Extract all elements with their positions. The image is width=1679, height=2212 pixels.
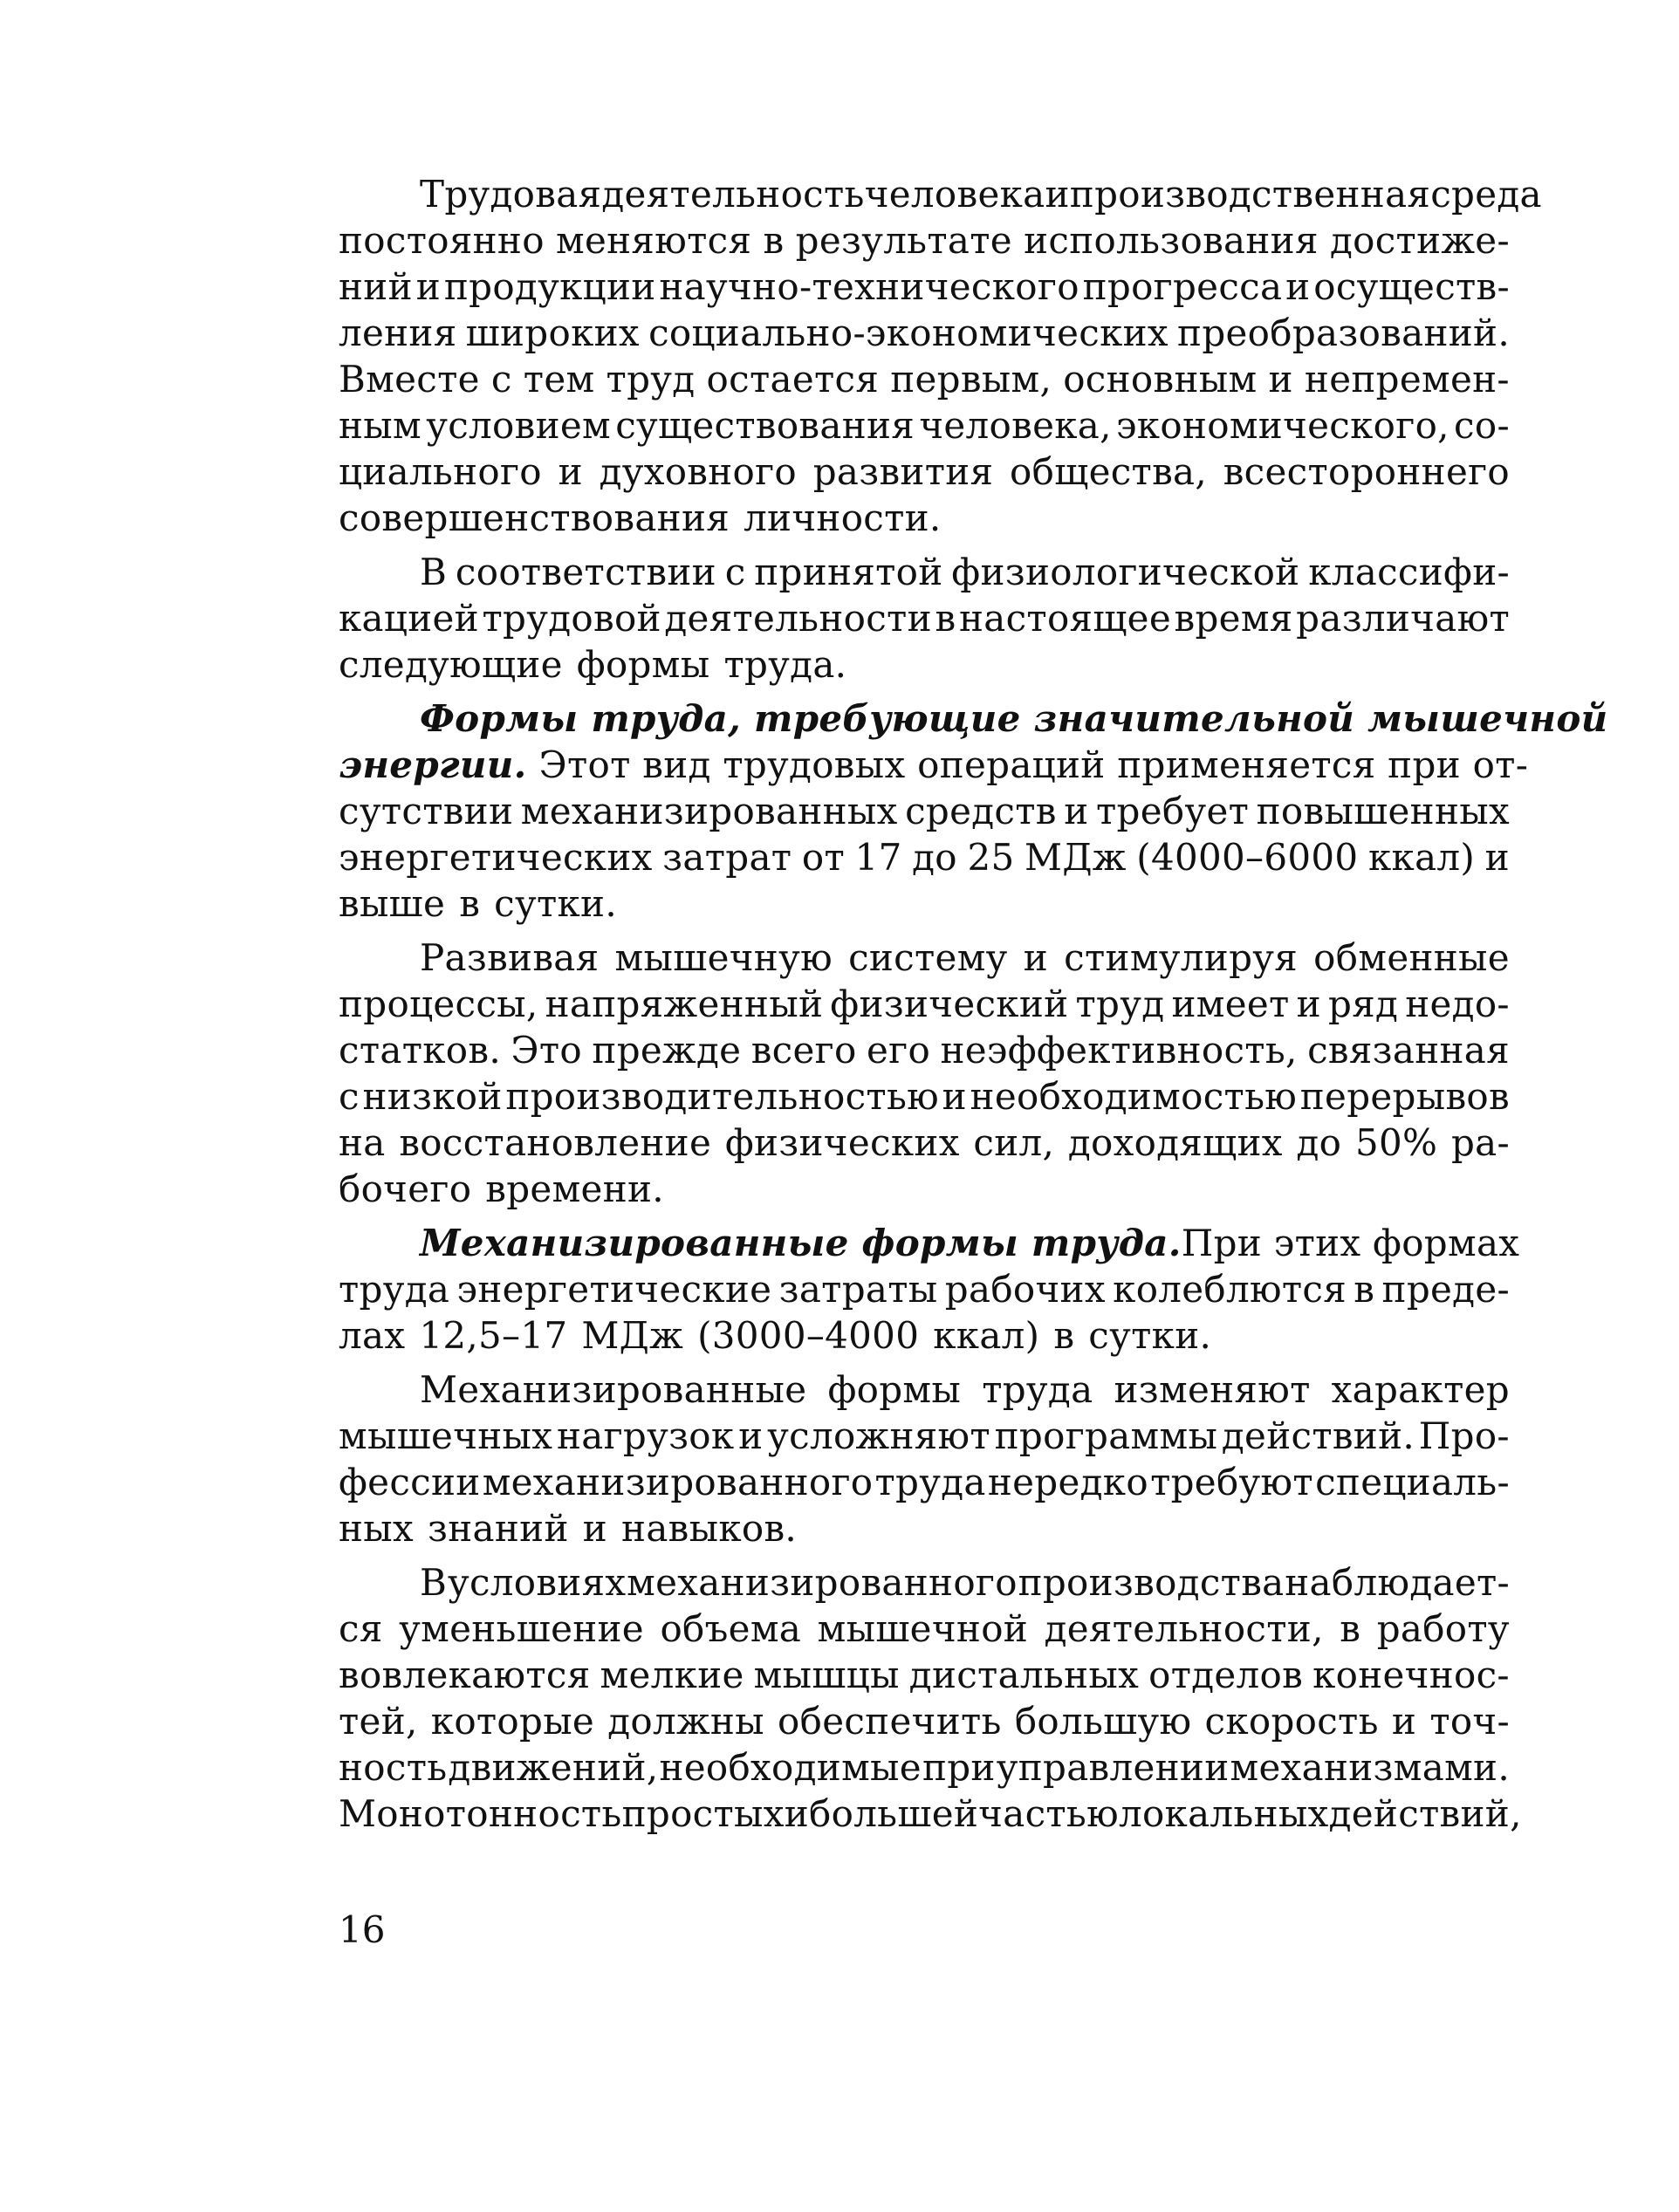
word: и (1064, 790, 1089, 832)
word: существования (615, 404, 915, 447)
word: и (1484, 836, 1510, 879)
word: и (1045, 173, 1070, 216)
word: недо- (1405, 983, 1510, 1025)
word: времени. (485, 1168, 664, 1210)
word: ным (339, 404, 421, 447)
paragraph (339, 935, 1510, 1212)
word: и (415, 265, 442, 308)
word: тем (523, 358, 595, 401)
text-fragment: Этот вид трудовых операций применяется при от- (538, 743, 1529, 786)
word: труд (606, 358, 696, 401)
word: уменьшение (399, 1607, 644, 1650)
word: большей (809, 1792, 979, 1835)
word: ра- (1450, 1121, 1510, 1164)
word: низкой (362, 1075, 503, 1118)
text-line (339, 1413, 1510, 1459)
text-line (339, 641, 1510, 688)
text-line (339, 788, 1510, 834)
word: непремен- (1304, 358, 1510, 401)
word: которые (430, 1700, 595, 1743)
word: производства (1018, 1561, 1285, 1604)
word: отделов (1148, 1654, 1304, 1696)
word: в (763, 219, 785, 262)
word: преде- (1381, 1268, 1510, 1311)
word: человека (864, 173, 1045, 216)
word: МДж (581, 1314, 684, 1357)
word: В (420, 1561, 448, 1604)
text-line (339, 880, 1510, 927)
text-line (339, 356, 1510, 402)
word: напряженный (545, 983, 824, 1025)
word: затрат (662, 836, 792, 879)
word: энергетических (339, 836, 653, 879)
word: имеет (1171, 983, 1290, 1025)
word: Трудовая (420, 173, 602, 216)
word: и (784, 1792, 810, 1835)
word: большую (1014, 1700, 1192, 1743)
word: требует (1095, 790, 1250, 832)
word: механизированных (520, 790, 898, 832)
paragraph (339, 1366, 1510, 1551)
word: мышечных (339, 1414, 553, 1457)
word: духовного (599, 450, 798, 493)
section-heading: Механизированные формы труда. (420, 1222, 1182, 1264)
word: классифи- (1308, 551, 1510, 593)
text-line (339, 310, 1510, 356)
text-line (339, 1166, 1510, 1212)
word: и (738, 1414, 764, 1457)
word: с (490, 358, 512, 401)
word: развития (812, 450, 994, 493)
word: и (1023, 936, 1049, 979)
word: совершенствования (339, 497, 730, 539)
section-heading-continuation: энергии. (339, 743, 527, 786)
word: и (582, 1507, 608, 1550)
word: ся (339, 1607, 383, 1650)
word: восстановление (399, 1121, 712, 1164)
paragraph (339, 171, 1542, 541)
word: прогресса (1082, 265, 1283, 308)
word: Развивая (420, 936, 600, 979)
word: 12,5–17 (419, 1314, 568, 1357)
word: с (339, 1075, 360, 1118)
word: повышенных (1256, 790, 1510, 832)
text-line (339, 1027, 1510, 1073)
word: следующие (339, 643, 563, 686)
text-line (339, 1366, 1510, 1413)
word: сутки. (494, 882, 618, 925)
word: до (1296, 1121, 1342, 1164)
text-line (339, 935, 1510, 981)
word: обеспечить (778, 1700, 1002, 1743)
paragraph (339, 1559, 1522, 1837)
word: время (1174, 597, 1293, 640)
word: и (1285, 265, 1311, 308)
word: производственная (1069, 173, 1431, 216)
word: затраты (778, 1268, 938, 1311)
word: принятой (754, 551, 943, 593)
word: фессии (339, 1461, 481, 1503)
word: физических (724, 1121, 960, 1164)
word: требуют (1150, 1461, 1313, 1503)
word: продукции (443, 265, 656, 308)
word: ления (339, 312, 457, 354)
text-line (339, 981, 1510, 1027)
word: лах (339, 1314, 406, 1357)
word: специаль- (1315, 1461, 1510, 1503)
word: локальных (1118, 1792, 1329, 1835)
word: с (724, 551, 746, 593)
page-body (339, 171, 1608, 1837)
word: прежде (592, 1029, 742, 1072)
word: действий, (1328, 1792, 1522, 1835)
text-line (339, 834, 1510, 880)
word: среда (1430, 173, 1542, 216)
word: кацией (339, 597, 479, 640)
text-line (339, 1073, 1510, 1120)
word: мелкие (600, 1654, 744, 1696)
word: Монотонность (339, 1792, 622, 1835)
text-line (339, 595, 1510, 641)
word: результате (795, 219, 1012, 262)
text-line (339, 171, 1542, 217)
text-line (339, 1459, 1510, 1505)
word: Вместе (339, 358, 480, 401)
word: широких (465, 312, 640, 354)
word: осуществ- (1313, 265, 1510, 308)
word: труда. (723, 643, 847, 686)
word: МДж (1025, 836, 1127, 879)
text-line (339, 549, 1510, 595)
text-line (339, 217, 1510, 264)
word: всего (750, 1029, 857, 1072)
word: Это (511, 1029, 582, 1072)
word: физический (830, 983, 1069, 1025)
word: (3000–4000 (697, 1314, 920, 1357)
text-line (339, 1652, 1510, 1698)
word: изменяют (1114, 1368, 1311, 1411)
word: тей, (339, 1700, 418, 1743)
word: его (867, 1029, 931, 1072)
word: В (420, 551, 448, 593)
word: соответствии (455, 551, 716, 593)
word: деятельность (601, 173, 865, 216)
word: остается (706, 358, 880, 401)
word: различают (1296, 597, 1510, 640)
text-line (339, 1698, 1510, 1744)
word: производительностью (505, 1075, 939, 1118)
text-line (339, 1791, 1522, 1837)
word: механизмами. (1230, 1746, 1510, 1789)
word: ний (339, 265, 413, 308)
word: со- (1454, 404, 1510, 447)
word: условиях (447, 1561, 627, 1604)
word: труда (874, 1461, 986, 1503)
text-line (339, 495, 1510, 541)
word: социально-экономических (648, 312, 1168, 354)
word: навыков. (621, 1507, 798, 1550)
word: сутствии (339, 790, 514, 832)
word: необходимостью (970, 1075, 1298, 1118)
word: в (1053, 1314, 1075, 1357)
word: ккал) (933, 1314, 1040, 1357)
word: личности. (744, 497, 942, 539)
word: 50% (1354, 1121, 1438, 1164)
word: основным (1063, 358, 1258, 401)
word: от (801, 836, 845, 879)
text-line (339, 1266, 1510, 1312)
word: программы (994, 1414, 1218, 1457)
text-line (339, 264, 1510, 310)
word: нередко (987, 1461, 1148, 1503)
text-line (339, 695, 1608, 742)
word: и (558, 450, 583, 493)
word: деятельности, (1044, 1607, 1324, 1650)
text-line (339, 1744, 1510, 1791)
word: вовлекаются (339, 1654, 591, 1696)
text-line (339, 742, 1529, 788)
word: общества, (1010, 450, 1208, 493)
word: меняются (556, 219, 752, 262)
word: постоянно (339, 219, 545, 262)
word: процессы, (339, 983, 538, 1025)
word: Механизированные (420, 1368, 807, 1411)
word: преобразований. (1177, 312, 1510, 354)
word: в (1353, 1268, 1375, 1311)
paragraph (339, 695, 1608, 927)
word: ность (339, 1746, 448, 1789)
word: формы (576, 643, 710, 686)
word: настоящее (958, 597, 1171, 640)
word: при (922, 1746, 996, 1789)
word: первым, (890, 358, 1052, 401)
word: Про- (1418, 1414, 1510, 1457)
word: действий. (1221, 1414, 1415, 1457)
word: формы (827, 1368, 962, 1411)
word: всестороннего (1223, 450, 1510, 493)
word: (4000–6000 (1136, 836, 1359, 879)
word: мышечную (614, 936, 833, 979)
word: должны (607, 1700, 764, 1743)
word: обменные (1313, 936, 1510, 979)
word: нагрузок (556, 1414, 735, 1457)
word: усложняют (767, 1414, 990, 1457)
word: экономического, (1115, 404, 1449, 447)
word: условием (426, 404, 611, 447)
word: труд (1075, 983, 1165, 1025)
word: ных (339, 1507, 415, 1550)
word: физиологической (951, 551, 1300, 593)
word: работу (1376, 1607, 1510, 1650)
word: сутки. (1088, 1314, 1212, 1357)
word: мышечной (817, 1607, 1029, 1650)
word: и (1296, 983, 1321, 1025)
word: неэффективность, (940, 1029, 1298, 1072)
word: до (912, 836, 957, 879)
word: циального (339, 450, 542, 493)
word: управлении (996, 1746, 1230, 1789)
word: рабочих (944, 1268, 1106, 1311)
section-heading: Формы труда, требующие значительной мышечной (420, 697, 1608, 740)
word: 17 (854, 836, 902, 879)
word: движений, (448, 1746, 659, 1789)
word: систему (848, 936, 1008, 979)
word: труда (982, 1368, 1093, 1411)
page-number: 16 (339, 1908, 386, 1951)
word: бочего (339, 1168, 472, 1210)
word: в (459, 882, 481, 925)
word: сил, (973, 1121, 1055, 1164)
word: 25 (967, 836, 1015, 879)
text-line (339, 449, 1510, 495)
word: конечнос- (1312, 1654, 1510, 1696)
word: труда (339, 1268, 450, 1311)
word: необходимые (659, 1746, 922, 1789)
text-line (339, 1312, 1510, 1359)
word: механизированного (627, 1561, 1018, 1604)
word: трудовой (482, 597, 661, 640)
word: достиже- (1329, 219, 1510, 262)
word: наблюдает- (1285, 1561, 1510, 1604)
text-line (339, 1559, 1510, 1606)
text-line (339, 1220, 1520, 1266)
text-fragment: При этих формах (1181, 1222, 1520, 1264)
word: частью (978, 1792, 1119, 1835)
word: объема (660, 1607, 802, 1650)
word: мышцы (753, 1654, 900, 1696)
word: деятельности (664, 597, 932, 640)
text-line (339, 1606, 1510, 1652)
word: ккал) (1367, 836, 1476, 879)
text-line (339, 1505, 1510, 1551)
word: на (339, 1121, 386, 1164)
word: стимулируя (1064, 936, 1299, 979)
paragraph (339, 1220, 1520, 1359)
word: доходящих (1067, 1121, 1283, 1164)
word: дистальных (908, 1654, 1140, 1696)
word: простых (621, 1792, 785, 1835)
word: знаний (428, 1507, 569, 1550)
word: и (1391, 1700, 1417, 1743)
word: скорость (1204, 1700, 1379, 1743)
word: механизированного (482, 1461, 874, 1503)
word: человека, (919, 404, 1112, 447)
word: в (935, 597, 956, 640)
word: перерывов (1299, 1075, 1510, 1118)
word: точ- (1429, 1700, 1510, 1743)
word: выше (339, 882, 446, 925)
word: колеблются (1113, 1268, 1347, 1311)
text-line (339, 1120, 1510, 1166)
paragraph (339, 549, 1510, 688)
word: и (1268, 358, 1293, 401)
word: использования (1024, 219, 1319, 262)
word: в (1340, 1607, 1361, 1650)
word: статков. (339, 1029, 501, 1072)
word: энергетические (456, 1268, 772, 1311)
word: связанная (1307, 1029, 1510, 1072)
word: и (942, 1075, 967, 1118)
word: средств (905, 790, 1057, 832)
word: научно-технического (659, 265, 1079, 308)
word: характер (1331, 1368, 1510, 1411)
word: ряд (1328, 983, 1399, 1025)
text-line (339, 402, 1510, 449)
